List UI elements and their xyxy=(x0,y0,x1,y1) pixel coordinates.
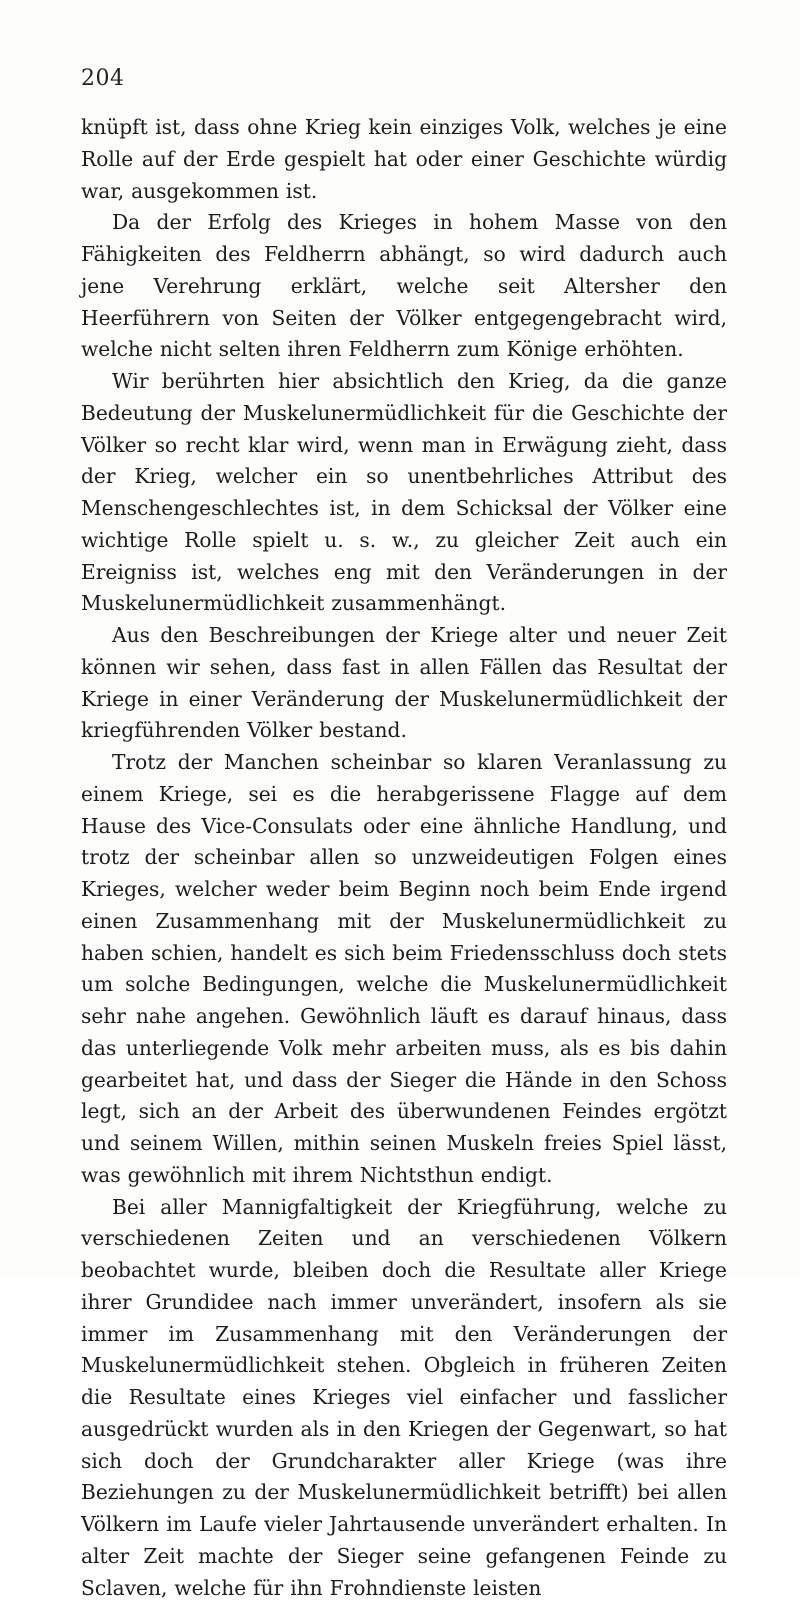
paragraph: Bei aller Mannigfaltigkeit der Kriegführung, welche zu verschiedenen Zeiten und an verschiedenen Völkern beobachtet wurde, bleiben doch die Resultate aller Kriege ihrer Grundidee nach immer unverändert, insofern als sie immer im Zusammenhang mit den Veränderungen der Muskelunermüdlichkeit stehen. Obgleich in früheren Zeiten die Resultate eines Krieges viel einfacher und fasslicher ausgedrückt wurden als in den Kriegen der Gegenwart, so hat sich doch der Grundcharakter aller Kriege (was ihre Beziehungen zu der Muskelunermüdlichkeit betrifft) bei allen Völkern im Laufe vieler Jahrtausende unverändert erhalten. In alter Zeit machte der Sieger seine gefangenen Feinde zu Sclaven, welche für ihn Frohndienste leisten xyxy=(81,1192,727,1604)
paragraph: knüpft ist, dass ohne Krieg kein einziges Volk, welches je eine Rolle auf der Erde gespielt hat oder einer Geschichte würdig war, ausgekommen ist. xyxy=(81,112,727,207)
paragraph: Trotz der Manchen scheinbar so klaren Veranlassung zu einem Kriege, sei es die herabgerissene Flagge auf dem Hause des Vice-Consulats oder eine ähnliche Handlung, und trotz der scheinbar allen so unzweideutigen Folgen eines Krieges, welcher weder beim Beginn noch beim Ende irgend einen Zusammenhang mit der Muskelunermüdlichkeit zu haben schien, handelt es sich beim Friedensschluss doch stets um solche Bedingungen, welche die Muskelunermüdlichkeit sehr nahe angehen. Gewöhnlich läuft es darauf hinaus, dass das unterliegende Volk mehr arbeiten muss, als es bis dahin gearbeitet hat, und dass der Sieger die Hände in den Schoss legt, sich an der Arbeit des überwundenen Feindes ergötzt und seinem Willen, mithin seinen Muskeln freies Spiel lässt, was gewöhnlich mit ihrem Nichtsthun endigt. xyxy=(81,747,727,1192)
paragraph: Wir berührten hier absichtlich den Krieg, da die ganze Bedeutung der Muskelunermüdlichkeit für die Geschichte der Völker so recht klar wird, wenn man in Erwägung zieht, dass der Krieg, welcher ein so unentbehrliches Attribut des Menschengeschlechtes ist, in dem Schicksal der Völker eine wichtige Rolle spielt u. s. w., zu gleicher Zeit auch ein Ereigniss ist, welches eng mit den Veränderungen in der Muskelunermüdlichkeit zusammenhängt. xyxy=(81,366,727,620)
paragraph: Da der Erfolg des Krieges in hohem Masse von den Fähigkeiten des Feldherrn abhängt, so wird dadurch auch jene Verehrung erklärt, welche seit Altersher den Heerführern von Seiten der Völker entgegengebracht wird, welche nicht selten ihren Feldherrn zum Könige erhöhten. xyxy=(81,207,727,366)
page-number: 204 xyxy=(81,66,125,91)
paragraph: Aus den Beschreibungen der Kriege alter und neuer Zeit können wir sehen, dass fast in allen Fällen das Resultat der Kriege in einer Veränderung der Muskelunermüdlichkeit der kriegführenden Völker bestand. xyxy=(81,620,727,747)
body-text xyxy=(81,112,727,1604)
